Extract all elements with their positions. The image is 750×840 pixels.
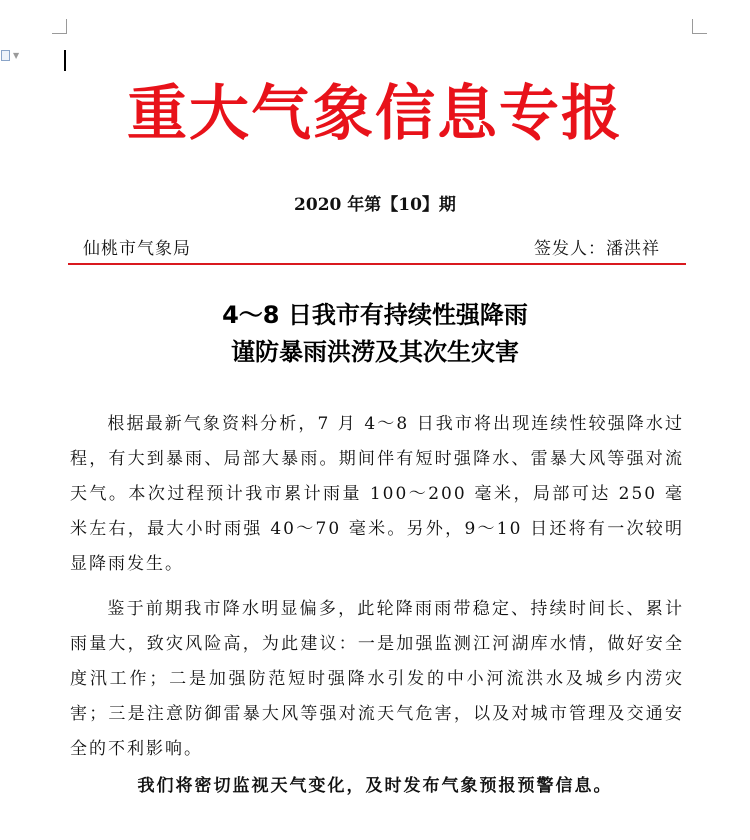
text-cursor	[64, 50, 66, 71]
signer: 签发人：潘洪祥	[534, 239, 660, 259]
page-corner-mark-left	[52, 19, 67, 34]
issuing-organization: 仙桃市气象局	[83, 239, 191, 259]
body-paragraph-advice: 鉴于前期我市降水明显偏多，此轮降雨雨带稳定、持续时间长、累计雨量大，致灾风险高，为此建议：一是加强监测江河湖库水情，做好安全度汛工作；二是加强防范短时强降水引发的中小河流洪水及城乡内涝灾害；三是注意防御雷暴大风等强对流天气危害，以及对城市管理及交通安全的不利影响。	[70, 599, 684, 759]
page-corner-mark-right	[692, 19, 707, 34]
header-divider	[68, 263, 686, 265]
issue-number: 2020 年第【10】期	[294, 195, 456, 215]
headline-line-2: 谨防暴雨洪涝及其次生灾害	[231, 338, 519, 366]
headline-line-1: 4～8 日我市有持续性强降雨	[222, 301, 528, 329]
paste-options-button[interactable]	[1, 47, 25, 63]
chevron-down-icon: ▼	[13, 50, 20, 60]
document-icon	[1, 50, 10, 61]
body-paragraph-forecast: 根据最新气象资料分析，7 月 4～8 日我市将出现连续性较强降水过程，有大到暴雨、局部大暴雨。期间伴有短时强降水、雷暴大风等强对流天气。本次过程预计我市累计雨量 100～200 毫米，局部可达 250 毫米左右，最大小时雨强 40～70 毫米。另外，9～10 日还将有一次较明显降雨发生。	[70, 414, 684, 574]
report-masthead: 重大气象信息专报	[127, 79, 623, 149]
closing-statement: 我们将密切监视天气变化，及时发布气象预报预警信息。	[137, 776, 613, 796]
